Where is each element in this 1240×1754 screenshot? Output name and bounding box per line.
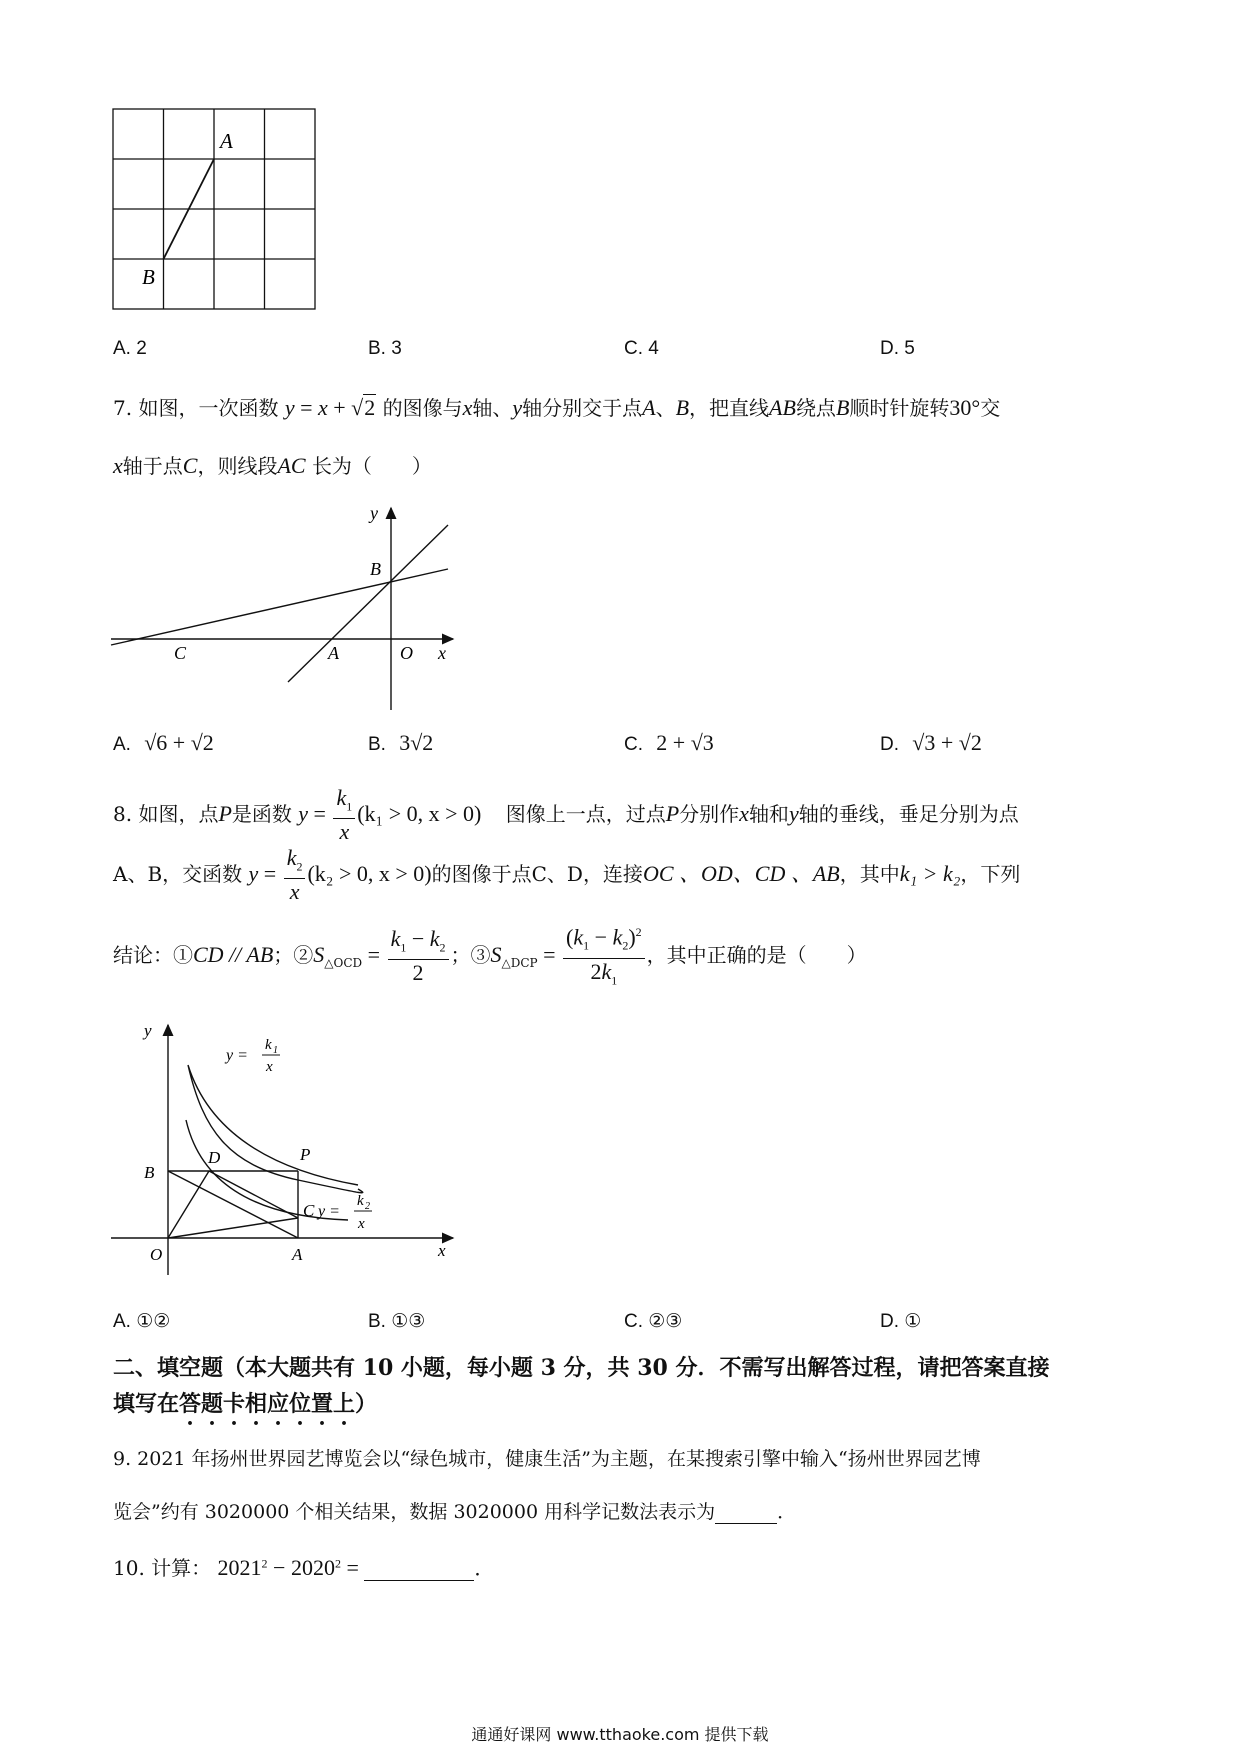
svg-text:1: 1 (273, 1045, 278, 1056)
svg-text:x: x (438, 643, 446, 663)
q7-coordinate-figure (108, 500, 468, 715)
svg-text:O: O (150, 1245, 163, 1264)
q9-answer-blank[interactable] (715, 1501, 777, 1524)
section-2-line-1: 二、填空题（本大题共有 10 小题，每小题 3 分，共 30 分．不需写出解答过程，请把答案直接 (113, 1355, 1050, 1381)
q7-option-a: A. √6 + √2 (113, 730, 214, 755)
q6-option-c: C. 4 (624, 338, 659, 359)
section-2-line-2: 填写在答题卡相应位置上） (113, 1391, 378, 1417)
q8-line-1: 8. 如图，点P是函数 y = $\frac{k_1}{x}$ (k₁ > 0, x > 0) 图像上一点，过点P分别作x轴和y轴的垂线，垂足分别为点 (113, 785, 1019, 845)
q6-option-a: A. 2 (113, 338, 147, 359)
svg-text:y =: y = (318, 1203, 340, 1220)
svg-text:k: k (265, 1037, 272, 1053)
svg-text:A: A (292, 1245, 303, 1264)
page-footer: 通通好课网 www.tthaoke.com 提供下载 (471, 1725, 769, 1744)
section-2-heading (113, 1350, 1143, 1430)
svg-text:P: P (300, 1145, 311, 1164)
q8-option-a: A. ①② (113, 1311, 171, 1332)
svg-text:k: k (357, 1193, 364, 1209)
q7-option-d: D. √3 + √2 (880, 730, 982, 755)
q8-option-d: D. ① (880, 1311, 922, 1332)
q8-line-2: A、B，交函数 y = $\frac{k_2}{x}$ (k₂ > 0, x > 0)的图像于点C、D，连接OC 、OD、CD 、AB，其中k₁ > k₂，下列 (113, 845, 1021, 905)
svg-text:O: O (400, 643, 413, 663)
line-bc (111, 569, 448, 645)
point-b-label: B (142, 265, 155, 289)
q7-line-2: x轴于点C，则线段AC 长为（ ） (113, 453, 432, 478)
svg-text:y: y (370, 503, 378, 523)
q7-option-c: C. 2 + √3 (624, 730, 714, 755)
point-a-label: A (220, 129, 233, 153)
q8-line-3: 结论：①CD // AB；$②S_{\triangle OCD}$ = $\frac{k_1 - k_2}{2}$ ；$③S_{\triangle DCP}$ = $\frac{(k_1 - k_2)^2}{2k_1}$ ，其中正确的是（ ） (113, 920, 867, 993)
q9-line-2: 览会”约有 3020000 个相关结果，数据 3020000 用科学记数法表示为 ． (113, 1501, 797, 1523)
segment-dc (209, 1171, 298, 1218)
q6-option-b: B. 3 (368, 338, 402, 359)
q8-hyperbola-figure (108, 1020, 458, 1285)
svg-text:B: B (370, 559, 381, 579)
q7-line-1: 7. 如图，一次函数 y = x + √2 的图像与x轴、y轴分别交于点A、B，把直线AB绕点B顺时针旋转30°交 (113, 395, 1001, 420)
svg-text:x: x (266, 1059, 273, 1075)
svg-text:x: x (438, 1241, 446, 1260)
line-ab (288, 525, 448, 682)
q10-line: 10. 计算： $2021^2 - 2020^2$ = ． (113, 1555, 495, 1580)
q10-answer-blank[interactable] (364, 1556, 474, 1581)
svg-text:A: A (328, 643, 339, 663)
q8-option-b: B. ①③ (368, 1311, 426, 1332)
q7-option-b: B. 3√2 (368, 730, 434, 755)
svg-text:C: C (174, 643, 187, 663)
svg-text:C: C (303, 1201, 315, 1220)
svg-text:B: B (144, 1163, 155, 1182)
q8-option-c: C. ②③ (624, 1311, 683, 1332)
svg-text:2: 2 (365, 1201, 370, 1212)
svg-text:x: x (358, 1216, 365, 1232)
svg-text:D: D (208, 1148, 221, 1167)
q6-option-d: D. 5 (880, 338, 915, 359)
q9-line-1: 9. 2021 年扬州世界园艺博览会以“绿色城市，健康生活”为主题，在某搜索引擎中输入“扬州世界园艺博 (113, 1448, 981, 1470)
svg-text:y: y (144, 1021, 152, 1040)
svg-text:y =: y = (226, 1047, 248, 1064)
q6-grid-figure (110, 106, 330, 316)
